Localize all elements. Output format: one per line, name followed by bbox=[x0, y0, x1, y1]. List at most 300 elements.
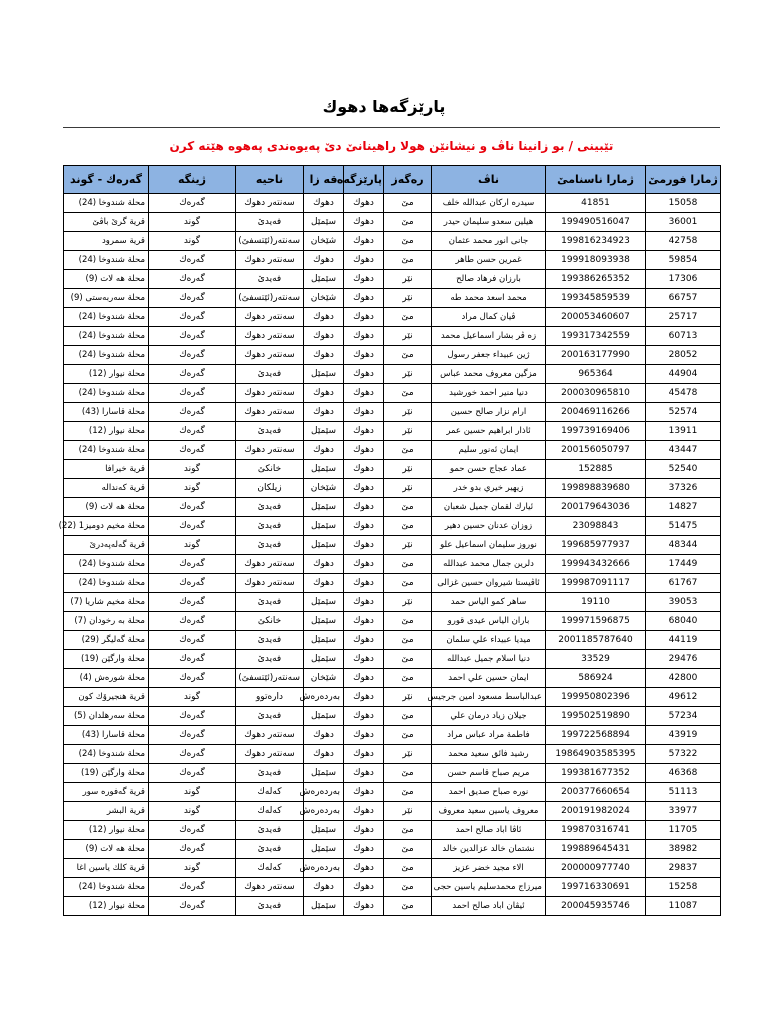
gender-cell: نێر bbox=[384, 802, 432, 821]
form-number-cell: 42758 bbox=[646, 232, 721, 251]
form-number-cell: 42800 bbox=[646, 669, 721, 688]
id-number-cell: 23098843 bbox=[546, 517, 646, 536]
name-cell: ئیڤان اباد صالح احمد bbox=[432, 897, 546, 916]
district-cell: دهوك bbox=[304, 308, 344, 327]
gender-cell: مێ bbox=[384, 498, 432, 517]
environment-cell: گوند bbox=[149, 213, 236, 232]
governorate-cell: دهوك bbox=[344, 764, 384, 783]
id-number-cell: 199685977937 bbox=[546, 536, 646, 555]
gender-cell: مێ bbox=[384, 764, 432, 783]
id-number-cell: 199386265352 bbox=[546, 270, 646, 289]
table-row bbox=[64, 688, 721, 707]
governorate-cell: دهوك bbox=[344, 783, 384, 802]
header-id-number: ژمارا ناسنامێ bbox=[546, 166, 646, 194]
form-number-cell: 39053 bbox=[646, 593, 721, 612]
neighborhood-cell: محلة سەرهلدان (5) bbox=[64, 707, 149, 726]
gender-cell: مێ bbox=[384, 783, 432, 802]
district-cell: بەردەرەش bbox=[304, 802, 344, 821]
form-number-cell: 15058 bbox=[646, 194, 721, 213]
form-number-cell: 13911 bbox=[646, 422, 721, 441]
neighborhood-cell: محلة وارگێن (19) bbox=[64, 650, 149, 669]
form-number-cell: 43919 bbox=[646, 726, 721, 745]
name-cell: جانی انور محمد عثمان bbox=[432, 232, 546, 251]
neighborhood-cell: محلة بە رخودان (7) bbox=[64, 612, 149, 631]
id-number-cell: 2001185787640 bbox=[546, 631, 646, 650]
neighborhood-cell: محلة شندوخا (24) bbox=[64, 327, 149, 346]
header-gender: رەگەز bbox=[384, 166, 432, 194]
district-cell: بەردەرەش bbox=[304, 688, 344, 707]
governorate-cell: دهوك bbox=[344, 498, 384, 517]
environment-cell: گەرەك bbox=[149, 308, 236, 327]
form-number-cell: 57234 bbox=[646, 707, 721, 726]
header-subdistrict: ناحیه bbox=[236, 166, 304, 194]
subdistrict-cell: سەنتەر(ئێتسفێ) bbox=[236, 232, 304, 251]
name-cell: دنیا اسلام جمیل عبدالله bbox=[432, 650, 546, 669]
governorate-cell: دهوك bbox=[344, 745, 384, 764]
subdistrict-cell: فەیدێ bbox=[236, 270, 304, 289]
form-number-cell: 45478 bbox=[646, 384, 721, 403]
gender-cell: مێ bbox=[384, 840, 432, 859]
environment-cell: گەرەك bbox=[149, 631, 236, 650]
table-row bbox=[64, 403, 721, 422]
table-row bbox=[64, 251, 721, 270]
neighborhood-cell: محلة قاسارا (43) bbox=[64, 403, 149, 422]
table-row bbox=[64, 745, 721, 764]
name-cell: معروف یاسین سعید معروف bbox=[432, 802, 546, 821]
environment-cell: گەرەك bbox=[149, 593, 236, 612]
district-cell: سێمێل bbox=[304, 422, 344, 441]
district-cell: شێخان bbox=[304, 669, 344, 688]
governorate-cell: دهوك bbox=[344, 802, 384, 821]
subdistrict-cell: سەنتەر دهوك bbox=[236, 403, 304, 422]
gender-cell: مێ bbox=[384, 346, 432, 365]
subdistrict-cell: كەلەك bbox=[236, 783, 304, 802]
district-cell: سێمێل bbox=[304, 498, 344, 517]
subdistrict-cell: فەیدێ bbox=[236, 365, 304, 384]
table-row bbox=[64, 479, 721, 498]
governorate-cell: دهوك bbox=[344, 194, 384, 213]
district-cell: سێمێل bbox=[304, 897, 344, 916]
governorate-cell: دهوك bbox=[344, 479, 384, 498]
environment-cell: گەرەك bbox=[149, 897, 236, 916]
environment-cell: گەرەك bbox=[149, 517, 236, 536]
name-cell: ڤیان کمال مراد bbox=[432, 308, 546, 327]
neighborhood-cell: محلة هه لات (9) bbox=[64, 270, 149, 289]
gender-cell: نێر bbox=[384, 745, 432, 764]
neighborhood-cell: قرية گەفورە سور bbox=[64, 783, 149, 802]
district-cell: سێمێل bbox=[304, 270, 344, 289]
form-number-cell: 68040 bbox=[646, 612, 721, 631]
environment-cell: گوند bbox=[149, 479, 236, 498]
table-row bbox=[64, 498, 721, 517]
subdistrict-cell: فەیدێ bbox=[236, 498, 304, 517]
form-number-cell: 17306 bbox=[646, 270, 721, 289]
neighborhood-cell: قرية گەلەپەدرێ bbox=[64, 536, 149, 555]
subdistrict-cell: سەنتەر دهوك bbox=[236, 726, 304, 745]
governorate-cell: دهوك bbox=[344, 669, 384, 688]
name-cell: ئیارك لقمان جمیل شعبان bbox=[432, 498, 546, 517]
district-cell: بەردەرەش bbox=[304, 859, 344, 878]
name-cell: ئاڤیستا شیروان حسین غزالی bbox=[432, 574, 546, 593]
form-number-cell: 14827 bbox=[646, 498, 721, 517]
governorate-cell: دهوك bbox=[344, 593, 384, 612]
environment-cell: گوند bbox=[149, 802, 236, 821]
table-row bbox=[64, 593, 721, 612]
id-number-cell: 19110 bbox=[546, 593, 646, 612]
form-number-cell: 15258 bbox=[646, 878, 721, 897]
neighborhood-cell: محلة شندوخا (24) bbox=[64, 441, 149, 460]
name-cell: رشید فائق سعید محمد bbox=[432, 745, 546, 764]
neighborhood-cell: محلة نیوار (12) bbox=[64, 897, 149, 916]
table-row bbox=[64, 308, 721, 327]
environment-cell: گەرەك bbox=[149, 764, 236, 783]
environment-cell: گوند bbox=[149, 460, 236, 479]
form-number-cell: 17449 bbox=[646, 555, 721, 574]
name-cell: هیلین سعدو سلیمان حیدر bbox=[432, 213, 546, 232]
name-cell: دلرین جمال محمد عبدالله bbox=[432, 555, 546, 574]
table-row bbox=[64, 346, 721, 365]
name-cell: بارزان فرهاد صالح bbox=[432, 270, 546, 289]
district-cell: سێمێل bbox=[304, 593, 344, 612]
gender-cell: مێ bbox=[384, 574, 432, 593]
governorate-cell: دهوك bbox=[344, 251, 384, 270]
form-number-cell: 51475 bbox=[646, 517, 721, 536]
environment-cell: گەرەك bbox=[149, 422, 236, 441]
name-cell: نورە صباح صدیق احمد bbox=[432, 783, 546, 802]
neighborhood-cell: محلة نیوار (12) bbox=[64, 365, 149, 384]
table-row bbox=[64, 631, 721, 650]
id-number-cell: 200000977740 bbox=[546, 859, 646, 878]
district-cell: دهوك bbox=[304, 194, 344, 213]
district-cell: دهوك bbox=[304, 346, 344, 365]
table-row bbox=[64, 327, 721, 346]
neighborhood-cell: محلة شندوخا (24) bbox=[64, 194, 149, 213]
gender-cell: مێ bbox=[384, 251, 432, 270]
subdistrict-cell: سەنتەر دهوك bbox=[236, 251, 304, 270]
governorate-cell: دهوك bbox=[344, 308, 384, 327]
governorate-cell: دهوك bbox=[344, 840, 384, 859]
district-cell: دهوك bbox=[304, 726, 344, 745]
gender-cell: نێر bbox=[384, 403, 432, 422]
governorate-cell: دهوك bbox=[344, 327, 384, 346]
governorate-cell: دهوك bbox=[344, 726, 384, 745]
governorate-cell: دهوك bbox=[344, 517, 384, 536]
gender-cell: مێ bbox=[384, 194, 432, 213]
id-number-cell: 199950802396 bbox=[546, 688, 646, 707]
form-number-cell: 52574 bbox=[646, 403, 721, 422]
neighborhood-cell: محلة شندوخا (24) bbox=[64, 555, 149, 574]
name-cell: دنیا منیر احمد خورشید bbox=[432, 384, 546, 403]
form-number-cell: 57322 bbox=[646, 745, 721, 764]
table-header-row bbox=[64, 166, 721, 194]
id-number-cell: 200053460607 bbox=[546, 308, 646, 327]
district-cell: سێمێل bbox=[304, 213, 344, 232]
table-row bbox=[64, 270, 721, 289]
governorate-cell: دهوك bbox=[344, 897, 384, 916]
gender-cell: مێ bbox=[384, 707, 432, 726]
id-number-cell: 199381677352 bbox=[546, 764, 646, 783]
form-number-cell: 36001 bbox=[646, 213, 721, 232]
neighborhood-cell: قرية كلك یاسین اغا bbox=[64, 859, 149, 878]
subdistrict-cell: سەنتەر(ئێتسفێ) bbox=[236, 669, 304, 688]
environment-cell: گەرەك bbox=[149, 821, 236, 840]
name-cell: عبدالباسط مسعود امین جرجیس bbox=[432, 688, 546, 707]
name-cell: مریم صباح قاسم حسن bbox=[432, 764, 546, 783]
district-cell: دهوك bbox=[304, 403, 344, 422]
governorate-cell: دهوك bbox=[344, 574, 384, 593]
subdistrict-cell: سەنتەر دهوك bbox=[236, 384, 304, 403]
environment-cell: گەرەك bbox=[149, 669, 236, 688]
governorate-cell: دهوك bbox=[344, 612, 384, 631]
table-row bbox=[64, 707, 721, 726]
name-cell: محمد اسعد محمد طه bbox=[432, 289, 546, 308]
gender-cell: نێر bbox=[384, 460, 432, 479]
neighborhood-cell: محلة شندوخا (24) bbox=[64, 878, 149, 897]
subdistrict-cell: فەیدێ bbox=[236, 897, 304, 916]
form-number-cell: 52540 bbox=[646, 460, 721, 479]
name-cell: غمرین حسن طاهر bbox=[432, 251, 546, 270]
district-cell: سێمێل bbox=[304, 631, 344, 650]
id-number-cell: 33529 bbox=[546, 650, 646, 669]
gender-cell: مێ bbox=[384, 612, 432, 631]
subdistrict-cell: فەیدێ bbox=[236, 536, 304, 555]
neighborhood-cell: محلة سەربەستی (9) bbox=[64, 289, 149, 308]
governorate-cell: دهوك bbox=[344, 555, 384, 574]
name-cell: عماد عجاج حسن حمو bbox=[432, 460, 546, 479]
note-text: تێبینی / بو زانینا ناڤ و نیشانێن هولا راهینانێ دێ پەیوەندی پەهوە هێتە کرن bbox=[169, 139, 614, 153]
form-number-cell: 29476 bbox=[646, 650, 721, 669]
gender-cell: مێ bbox=[384, 441, 432, 460]
form-number-cell: 44119 bbox=[646, 631, 721, 650]
id-number-cell: 199898839680 bbox=[546, 479, 646, 498]
governorate-cell: دهوك bbox=[344, 688, 384, 707]
neighborhood-cell: محلة هه لات (9) bbox=[64, 840, 149, 859]
gender-cell: مێ bbox=[384, 821, 432, 840]
name-cell: ساهر کمو الیاس حمد bbox=[432, 593, 546, 612]
header-district: قه زا bbox=[304, 166, 344, 194]
subdistrict-cell: كەلەك bbox=[236, 859, 304, 878]
subdistrict-cell: سەنتەر دهوك bbox=[236, 555, 304, 574]
id-number-cell: 200469116266 bbox=[546, 403, 646, 422]
district-cell: دهوك bbox=[304, 384, 344, 403]
title-divider bbox=[63, 127, 720, 128]
district-cell: سێمێل bbox=[304, 536, 344, 555]
id-number-cell: 199971596875 bbox=[546, 612, 646, 631]
form-number-cell: 29837 bbox=[646, 859, 721, 878]
governorate-cell: دهوك bbox=[344, 270, 384, 289]
environment-cell: گەرەك bbox=[149, 365, 236, 384]
form-number-cell: 49612 bbox=[646, 688, 721, 707]
name-cell: میدیا عبیداء علي سلمان bbox=[432, 631, 546, 650]
table-row bbox=[64, 574, 721, 593]
id-number-cell: 199889645431 bbox=[546, 840, 646, 859]
id-number-cell: 199943432666 bbox=[546, 555, 646, 574]
id-number-cell: 200377660654 bbox=[546, 783, 646, 802]
subdistrict-cell: سەنتەر دهوك bbox=[236, 574, 304, 593]
governorate-cell: دهوك bbox=[344, 707, 384, 726]
form-number-cell: 11705 bbox=[646, 821, 721, 840]
gender-cell: نێر bbox=[384, 422, 432, 441]
governorate-cell: دهوك bbox=[344, 650, 384, 669]
governorate-cell: دهوك bbox=[344, 821, 384, 840]
neighborhood-cell: محلة هه لات (9) bbox=[64, 498, 149, 517]
name-cell: زه ڤر بشار اسماعیل محمد bbox=[432, 327, 546, 346]
neighborhood-cell: قرية خیرافا bbox=[64, 460, 149, 479]
table-row bbox=[64, 384, 721, 403]
name-cell: جیلان زیاد درمان علي bbox=[432, 707, 546, 726]
governorate-cell: دهوك bbox=[344, 631, 384, 650]
gender-cell: مێ bbox=[384, 650, 432, 669]
governorate-cell: دهوك bbox=[344, 536, 384, 555]
governorate-cell: دهوك bbox=[344, 384, 384, 403]
table-row bbox=[64, 232, 721, 251]
governorate-cell: دهوك bbox=[344, 213, 384, 232]
table-row bbox=[64, 422, 721, 441]
subdistrict-cell: فەیدێ bbox=[236, 764, 304, 783]
id-number-cell: 199716330691 bbox=[546, 878, 646, 897]
name-cell: سیدره ارکان عبدالله خلف bbox=[432, 194, 546, 213]
district-cell: سێمێل bbox=[304, 365, 344, 384]
district-cell: دهوك bbox=[304, 441, 344, 460]
district-cell: سێمێل bbox=[304, 612, 344, 631]
subdistrict-cell: سەنتەر دهوك bbox=[236, 346, 304, 365]
neighborhood-cell: محلة شندوخا (24) bbox=[64, 251, 149, 270]
subdistrict-cell: سەنتەر دهوك bbox=[236, 878, 304, 897]
district-cell: سێمێل bbox=[304, 650, 344, 669]
environment-cell: گەرەك bbox=[149, 346, 236, 365]
neighborhood-cell: قرية هنجیرۆك كون bbox=[64, 688, 149, 707]
neighborhood-cell: محلة نیوار (12) bbox=[64, 422, 149, 441]
governorate-cell: دهوك bbox=[344, 232, 384, 251]
form-number-cell: 59854 bbox=[646, 251, 721, 270]
gender-cell: نێر bbox=[384, 479, 432, 498]
subdistrict-cell: فەیدێ bbox=[236, 821, 304, 840]
header-environment: ژینگە bbox=[149, 166, 236, 194]
id-number-cell: 199317342559 bbox=[546, 327, 646, 346]
neighborhood-cell: قرية البشر bbox=[64, 802, 149, 821]
environment-cell: گەرەك bbox=[149, 707, 236, 726]
form-number-cell: 60713 bbox=[646, 327, 721, 346]
name-cell: زیهیر خیري بدو خدر bbox=[432, 479, 546, 498]
subdistrict-cell: فەیدێ bbox=[236, 707, 304, 726]
name-cell: زوزان عدنان حسین دهیر bbox=[432, 517, 546, 536]
environment-cell: گەرەك bbox=[149, 878, 236, 897]
governorate-cell: دهوك bbox=[344, 365, 384, 384]
environment-cell: گەرەك bbox=[149, 384, 236, 403]
table-row bbox=[64, 859, 721, 878]
subdistrict-cell: سەنتەر دهوك bbox=[236, 308, 304, 327]
gender-cell: مێ bbox=[384, 631, 432, 650]
environment-cell: گوند bbox=[149, 536, 236, 555]
id-number-cell: 199918093938 bbox=[546, 251, 646, 270]
id-number-cell: 200191982024 bbox=[546, 802, 646, 821]
gender-cell: مێ bbox=[384, 384, 432, 403]
form-number-cell: 48344 bbox=[646, 536, 721, 555]
name-cell: ایمان حسین علي احمد bbox=[432, 669, 546, 688]
name-cell: فاطمة مراد عباس مراد bbox=[432, 726, 546, 745]
neighborhood-cell: محلة قاسارا (43) bbox=[64, 726, 149, 745]
subdistrict-cell: فەیدێ bbox=[236, 650, 304, 669]
subdistrict-cell: دارەتوو bbox=[236, 688, 304, 707]
table-row bbox=[64, 460, 721, 479]
gender-cell: مێ bbox=[384, 517, 432, 536]
gender-cell: مێ bbox=[384, 897, 432, 916]
subdistrict-cell: خانكێ bbox=[236, 460, 304, 479]
district-cell: سێمێل bbox=[304, 460, 344, 479]
form-number-cell: 25717 bbox=[646, 308, 721, 327]
subdistrict-cell: زیلكان bbox=[236, 479, 304, 498]
name-cell: باران الیاس عیدی قورو bbox=[432, 612, 546, 631]
governorate-cell: دهوك bbox=[344, 460, 384, 479]
table-row bbox=[64, 289, 721, 308]
environment-cell: گەرەك bbox=[149, 403, 236, 422]
table-row bbox=[64, 726, 721, 745]
table-row bbox=[64, 365, 721, 384]
form-number-cell: 38982 bbox=[646, 840, 721, 859]
name-cell: مزگین معروف محمد عباس bbox=[432, 365, 546, 384]
table-row bbox=[64, 840, 721, 859]
district-cell: دهوك bbox=[304, 251, 344, 270]
subdistrict-cell: سەنتەر دهوك bbox=[236, 194, 304, 213]
environment-cell: گەرەك bbox=[149, 327, 236, 346]
gender-cell: مێ bbox=[384, 232, 432, 251]
page-title: پارێزگەها دهوك bbox=[322, 97, 446, 116]
gender-cell: مێ bbox=[384, 213, 432, 232]
subdistrict-cell: فەیدێ bbox=[236, 631, 304, 650]
environment-cell: گوند bbox=[149, 232, 236, 251]
neighborhood-cell: محلة شندوخا (24) bbox=[64, 308, 149, 327]
id-number-cell: 199739169406 bbox=[546, 422, 646, 441]
district-cell: سێمێل bbox=[304, 517, 344, 536]
neighborhood-cell: قرية سمرود bbox=[64, 232, 149, 251]
district-cell: دهوك bbox=[304, 327, 344, 346]
gender-cell: نێر bbox=[384, 688, 432, 707]
id-number-cell: 199722568894 bbox=[546, 726, 646, 745]
environment-cell: گوند bbox=[149, 859, 236, 878]
id-number-cell: 200163177990 bbox=[546, 346, 646, 365]
gender-cell: نێر bbox=[384, 327, 432, 346]
id-number-cell: 200030965810 bbox=[546, 384, 646, 403]
name-cell: میرزاج محمدسلیم یاسین حجی bbox=[432, 878, 546, 897]
id-number-cell: 200179643036 bbox=[546, 498, 646, 517]
name-cell: نشتمان خالد عزالدین خالد bbox=[432, 840, 546, 859]
gender-cell: مێ bbox=[384, 669, 432, 688]
table-row bbox=[64, 802, 721, 821]
environment-cell: گەرەك bbox=[149, 574, 236, 593]
gender-cell: مێ bbox=[384, 555, 432, 574]
environment-cell: گەرەك bbox=[149, 726, 236, 745]
header-name: ناڤ bbox=[432, 166, 546, 194]
governorate-cell: دهوك bbox=[344, 346, 384, 365]
neighborhood-cell: قرية گرێ باڤێ bbox=[64, 213, 149, 232]
form-number-cell: 33977 bbox=[646, 802, 721, 821]
neighborhood-cell: قرية كەندالە bbox=[64, 479, 149, 498]
district-cell: بەردەرەش bbox=[304, 783, 344, 802]
subdistrict-cell: فەیدێ bbox=[236, 422, 304, 441]
table-row bbox=[64, 897, 721, 916]
environment-cell: گەرەك bbox=[149, 270, 236, 289]
gender-cell: نێر bbox=[384, 270, 432, 289]
table-row bbox=[64, 441, 721, 460]
gender-cell: مێ bbox=[384, 859, 432, 878]
environment-cell: گەرەك bbox=[149, 840, 236, 859]
neighborhood-cell: محلة شندوخا (24) bbox=[64, 384, 149, 403]
form-number-cell: 66757 bbox=[646, 289, 721, 308]
subdistrict-cell: فەیدێ bbox=[236, 517, 304, 536]
table-row bbox=[64, 536, 721, 555]
table-row bbox=[64, 213, 721, 232]
table-row bbox=[64, 669, 721, 688]
